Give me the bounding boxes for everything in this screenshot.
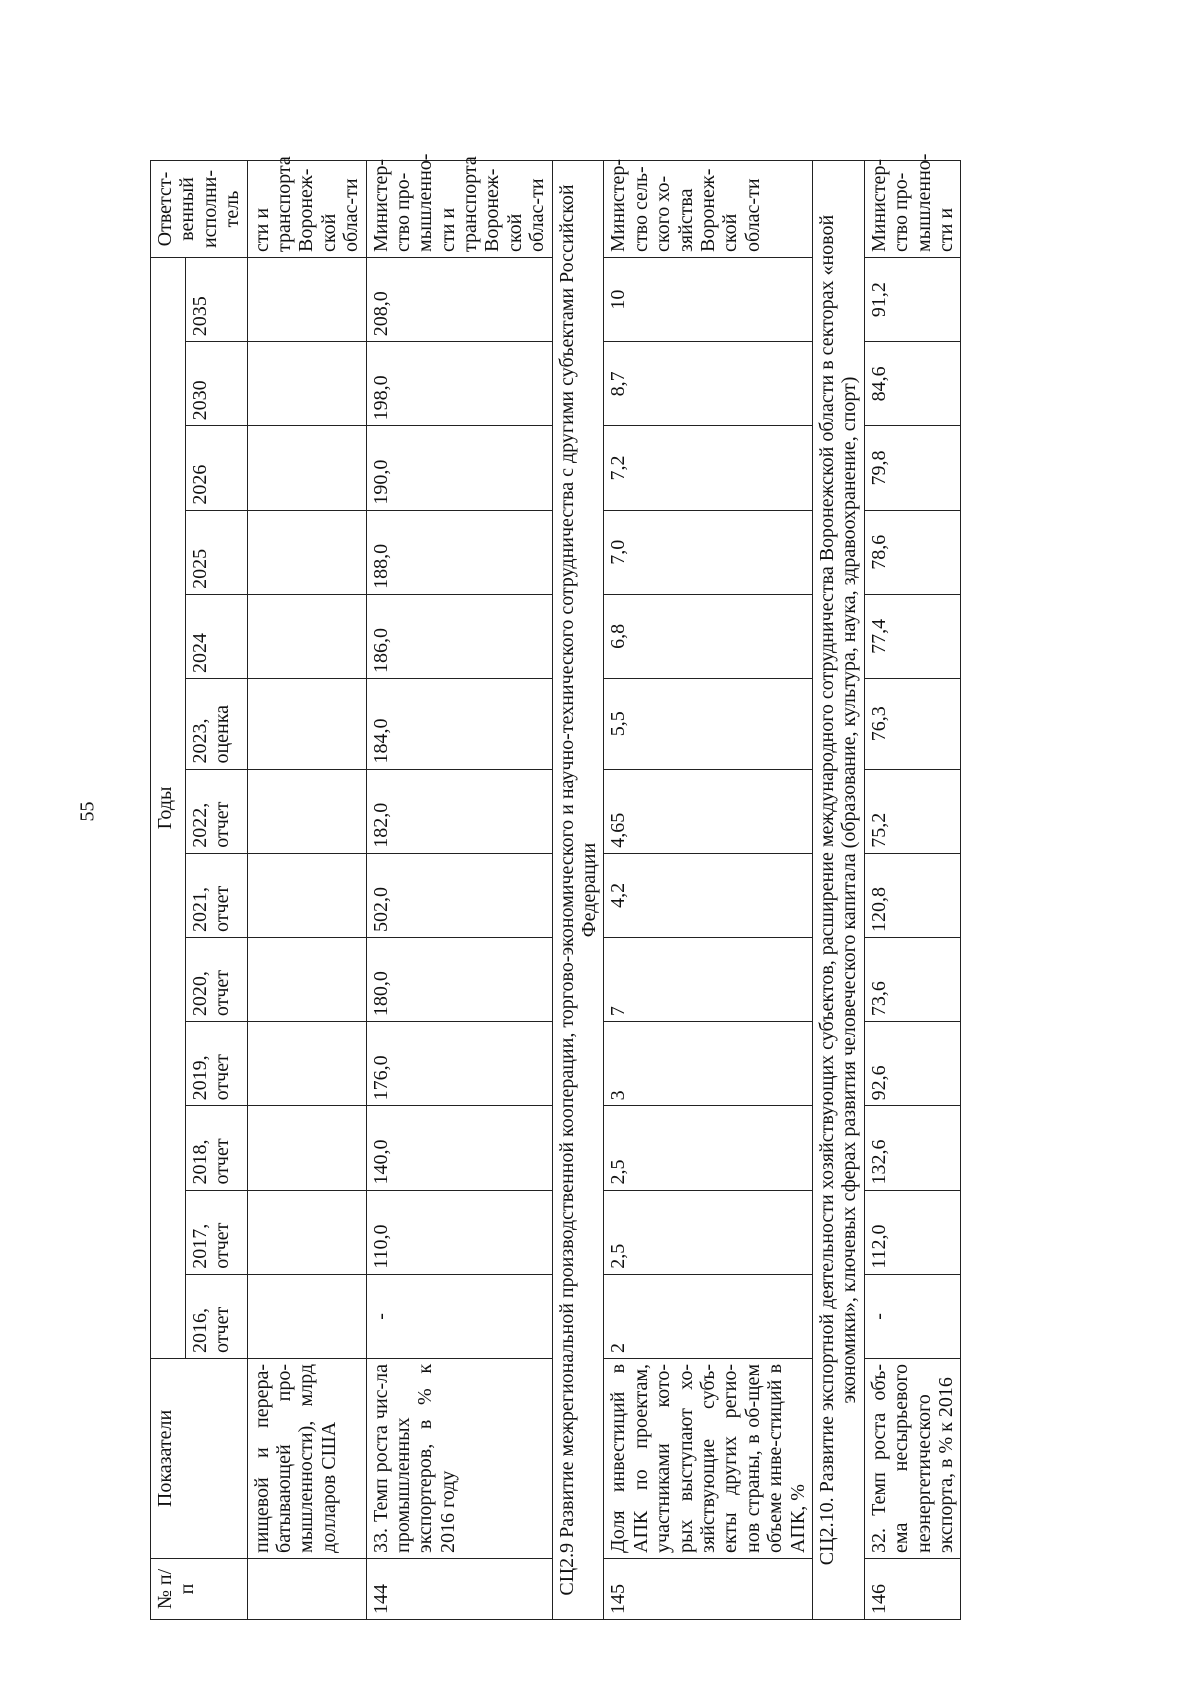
section-title: СЦ2.10. Развитие экспортной деятельности хозяйствующих субъектов, расширение международного сотрудничества Воронежской области в секторах «новой экономики», ключевых сферах развития человеческого капитала (образование, культура, наука, здравоохранение, спорт) [812, 161, 864, 1620]
row-value: 2 [604, 1274, 813, 1358]
row-indicator: пищевой и перера-батывающей про-мышленности), млрд долларов США [247, 1358, 366, 1558]
header-num: № п/п [151, 1558, 248, 1619]
row-value: 92,6 [864, 1022, 961, 1106]
row-value: 188,0 [366, 510, 552, 594]
row-value: 7,2 [604, 426, 813, 510]
row-value: 190,0 [366, 426, 552, 510]
section-row-2-9 [552, 161, 604, 1620]
row-value [247, 257, 366, 341]
row-num [247, 1558, 366, 1619]
row-value: 112,0 [864, 1190, 961, 1274]
row-value: 76,3 [864, 679, 961, 770]
row-value: 132,6 [864, 1106, 961, 1190]
row-value: 2,5 [604, 1190, 813, 1274]
row-responsible: Министер-ство сель-ского хо-зяйства Воронеж-ской облас-ти [604, 161, 813, 258]
row-value: 78,6 [864, 510, 961, 594]
row-value: 73,6 [864, 937, 961, 1021]
table-row-145 [604, 161, 813, 1620]
row-value: 184,0 [366, 679, 552, 770]
row-value: 6,8 [604, 594, 813, 678]
section-row-2-10 [812, 161, 864, 1620]
row-value: 4,2 [604, 853, 813, 937]
row-value: 4,65 [604, 769, 813, 853]
row-responsible: сти и транспорта Воронеж-ской облас-ти [247, 161, 366, 258]
row-value [247, 679, 366, 770]
row-value [247, 769, 366, 853]
header-year: 2021, отчет [185, 853, 247, 937]
row-value: 10 [604, 257, 813, 341]
row-value: 2,5 [604, 1106, 813, 1190]
row-value [247, 853, 366, 937]
header-responsible: Ответст-венный исполни-тель [151, 161, 248, 258]
header-year: 2017, отчет [185, 1190, 247, 1274]
header-year: 2016, отчет [185, 1274, 247, 1358]
row-value: 176,0 [366, 1022, 552, 1106]
row-value [247, 342, 366, 426]
header-year: 2023, оценка [185, 679, 247, 770]
section-title: СЦ2.9 Развитие межрегиональной производственной кооперации, торгово-экономического и научно-технического сотрудничества с другими субъектами Российской Федерации [552, 161, 604, 1620]
header-year: 2030 [185, 342, 247, 426]
rotated-table-container [150, 153, 1150, 1620]
row-value [247, 426, 366, 510]
header-year: 2035 [185, 257, 247, 341]
row-value: 502,0 [366, 853, 552, 937]
row-value: 84,6 [864, 342, 961, 426]
row-value: 77,4 [864, 594, 961, 678]
row-value [247, 510, 366, 594]
header-year: 2024 [185, 594, 247, 678]
row-value: 79,8 [864, 426, 961, 510]
row-value: - [366, 1274, 552, 1358]
row-value: 208,0 [366, 257, 552, 341]
row-indicator: Доля инвестиций в АПК по проектам, участниками кото-рых выступают хо-зяйствующие субъ-екты других регио-нов страны, в об-щем объеме инве-стиций в АПК, % [604, 1358, 813, 1558]
row-responsible: Министер-ство про-мышленно-сти и транспорта Воронеж-ской облас-ти [366, 161, 552, 258]
page-number: 55 [76, 801, 99, 822]
row-value: 140,0 [366, 1106, 552, 1190]
row-value: 75,2 [864, 769, 961, 853]
table-row-continued [247, 161, 366, 1620]
row-value: 7 [604, 937, 813, 1021]
header-years-group: Годы [151, 257, 186, 1358]
row-value: 180,0 [366, 937, 552, 1021]
row-num: 144 [366, 1558, 552, 1619]
header-year: 2022, отчет [185, 769, 247, 853]
table-row-146 [864, 161, 961, 1620]
row-value: 5,5 [604, 679, 813, 770]
row-value: 198,0 [366, 342, 552, 426]
table-row-144 [366, 161, 552, 1620]
row-value [247, 1190, 366, 1274]
row-value [247, 1106, 366, 1190]
row-num: 146 [864, 1558, 961, 1619]
row-num: 145 [604, 1558, 813, 1619]
row-value: 3 [604, 1022, 813, 1106]
header-row-1 [151, 161, 186, 1620]
row-value [247, 937, 366, 1021]
header-year: 2020, отчет [185, 937, 247, 1021]
row-value: 8,7 [604, 342, 813, 426]
row-indicator: 33. Темп роста чис-ла промышленных экспортеров, в % к 2016 году [366, 1358, 552, 1558]
header-year: 2025 [185, 510, 247, 594]
row-value [247, 1274, 366, 1358]
row-value [247, 1022, 366, 1106]
row-value: - [864, 1274, 961, 1358]
indicators-table [150, 153, 961, 1620]
header-year: 2018, отчет [185, 1106, 247, 1190]
row-value: 110,0 [366, 1190, 552, 1274]
row-indicator: 32. Темп роста объ-ема несырьевого неэнергетического экспорта, в % к 2016 [864, 1358, 961, 1558]
header-year: 2019, отчет [185, 1022, 247, 1106]
header-indicator: Показатели [151, 1358, 248, 1558]
header-year: 2026 [185, 426, 247, 510]
row-responsible: Министер-ство про-мышленно-сти и [864, 161, 961, 258]
row-value: 120,8 [864, 853, 961, 937]
row-value: 186,0 [366, 594, 552, 678]
row-value [247, 594, 366, 678]
row-value: 182,0 [366, 769, 552, 853]
row-value: 7,0 [604, 510, 813, 594]
row-value: 91,2 [864, 257, 961, 341]
